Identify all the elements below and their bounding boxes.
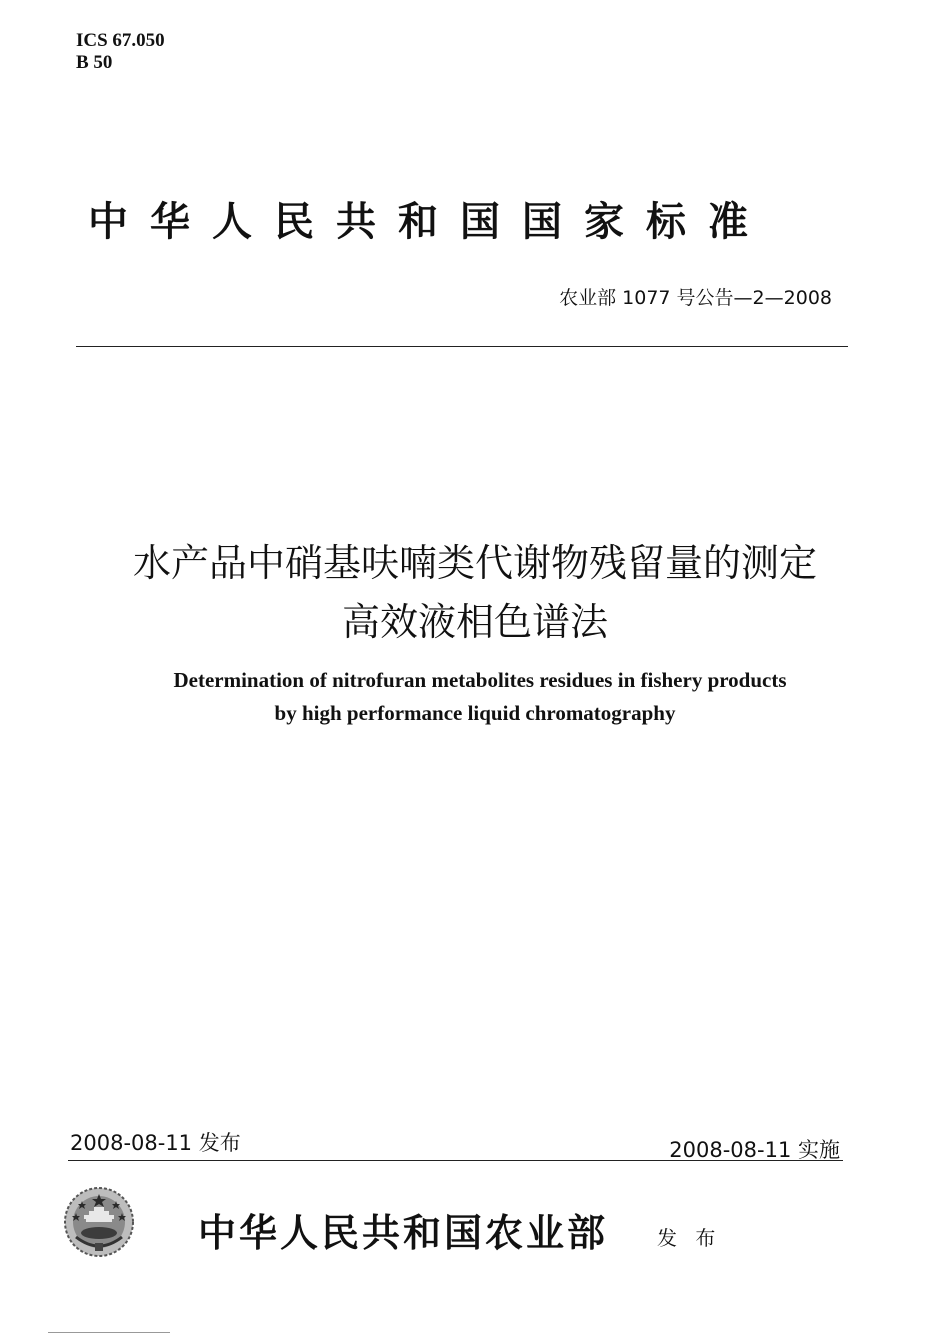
english-title-line-1: Determination of nitrofuran metabolites residues in fishery products <box>173 668 787 692</box>
publish-label: 发 布 <box>657 1226 722 1250</box>
classification-block <box>76 30 165 74</box>
chinese-title-line-2: 高效液相色谱法 <box>341 600 608 644</box>
chinese-title-line-1: 水产品中硝基呋喃类代谢物残留量的测定 <box>132 541 817 585</box>
national-emblem-icon <box>62 1185 136 1259</box>
english-title-line-2: by high performance liquid chromatography <box>274 701 676 725</box>
footer-divider <box>68 1160 843 1161</box>
document-number: 农业部 1077 号公告—2—2008 <box>559 287 832 309</box>
standard-title: 中华人民共和国国家标准 <box>88 199 770 245</box>
issue-date: 2008-08-11 发布 <box>70 1131 241 1155</box>
ics-code: ICS 67.050 <box>76 30 165 51</box>
publisher-name: 中华人民共和国农业部 <box>198 1210 609 1255</box>
header-divider <box>76 346 848 347</box>
ccs-code: B 50 <box>76 52 113 73</box>
page-edge-line <box>48 1332 170 1333</box>
implementation-date: 2008-08-11 实施 <box>669 1138 840 1162</box>
